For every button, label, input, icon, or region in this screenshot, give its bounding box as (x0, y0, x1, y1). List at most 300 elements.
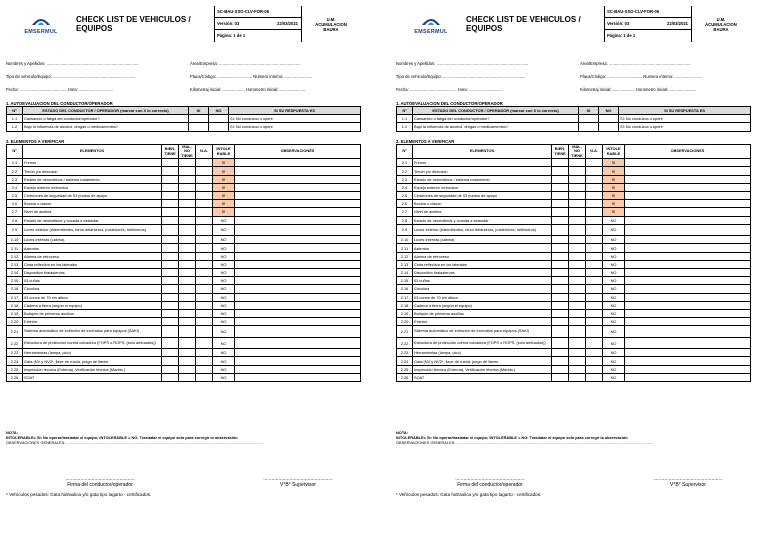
mal-checkbox[interactable] (569, 349, 586, 357)
mal-checkbox[interactable] (569, 365, 586, 373)
bien-checkbox[interactable] (552, 260, 569, 268)
bien-checkbox[interactable] (162, 285, 179, 293)
element-name: Timón y/o dirección (413, 167, 552, 175)
table-row (7, 309, 361, 317)
bien-checkbox[interactable] (162, 309, 179, 317)
date-field[interactable]: Fecha: ........................................ Hora: ............................. (396, 87, 503, 92)
observations-cell[interactable] (235, 167, 361, 175)
mal-checkbox[interactable] (179, 293, 196, 301)
observations-cell[interactable] (625, 285, 751, 293)
observations-cell[interactable] (235, 200, 361, 208)
observations-cell[interactable] (625, 337, 751, 349)
observations-cell[interactable] (625, 365, 751, 373)
bien-checkbox[interactable] (162, 357, 179, 365)
na-checkbox[interactable] (586, 183, 603, 191)
signature-label: V°B° Supervisor (670, 482, 706, 488)
col-header: N° (397, 107, 413, 115)
na-checkbox[interactable] (586, 200, 603, 208)
driver-signature[interactable] (430, 476, 550, 488)
bien-checkbox[interactable] (162, 260, 179, 268)
bien-checkbox[interactable] (552, 175, 569, 183)
observations-cell[interactable] (235, 191, 361, 199)
bien-checkbox[interactable] (162, 268, 179, 276)
mal-checkbox[interactable] (179, 175, 196, 183)
col-header: SI (189, 107, 209, 115)
na-checkbox[interactable] (586, 318, 603, 326)
observations-cell[interactable] (235, 373, 361, 381)
plate-field[interactable]: Placa/Código: .............................. Numero interno:......................... (580, 74, 703, 79)
element-name: Dispositivo tiralasiervas (23, 268, 162, 276)
observations-cell[interactable] (625, 244, 751, 252)
mal-checkbox[interactable] (179, 260, 196, 268)
row-number: 2.25 (397, 365, 413, 373)
na-checkbox[interactable] (196, 318, 213, 326)
mal-checkbox[interactable] (179, 244, 196, 252)
observations-cell[interactable] (625, 224, 751, 236)
col-header: SI SU RESPUESTA ES (619, 107, 751, 115)
na-checkbox[interactable] (196, 208, 213, 216)
observations-cell[interactable] (235, 357, 361, 365)
observations-cell[interactable] (625, 326, 751, 338)
bien-checkbox[interactable] (552, 365, 569, 373)
observations-cell[interactable] (625, 167, 751, 175)
observations-cell[interactable] (625, 373, 751, 381)
observations-cell[interactable] (235, 293, 361, 301)
observations-cell[interactable] (235, 318, 361, 326)
observations-cell[interactable] (625, 216, 751, 224)
mal-checkbox[interactable] (179, 349, 196, 357)
supervisor-signature[interactable] (628, 476, 748, 488)
mal-checkbox[interactable] (569, 200, 586, 208)
na-checkbox[interactable] (196, 260, 213, 268)
col-header: N° (7, 145, 23, 159)
area-field[interactable]: Área/Empresa: ...................................................................... (580, 61, 691, 66)
bien-checkbox[interactable] (162, 183, 179, 191)
bien-checkbox[interactable] (552, 293, 569, 301)
na-checkbox[interactable] (586, 268, 603, 276)
mal-checkbox[interactable] (179, 373, 196, 381)
bien-checkbox[interactable] (162, 293, 179, 301)
bien-checkbox[interactable] (162, 337, 179, 349)
na-checkbox[interactable] (586, 159, 603, 167)
mal-checkbox[interactable] (569, 167, 586, 175)
document-code-box (604, 6, 692, 42)
bien-checkbox[interactable] (552, 301, 569, 309)
mal-checkbox[interactable] (569, 268, 586, 276)
na-checkbox[interactable] (196, 326, 213, 338)
bien-checkbox[interactable] (162, 244, 179, 252)
intolerable-value: SI (603, 183, 625, 191)
bien-checkbox[interactable] (162, 216, 179, 224)
supervisor-signature[interactable] (238, 476, 358, 488)
bien-checkbox[interactable] (552, 349, 569, 357)
mal-checkbox[interactable] (179, 365, 196, 373)
self-evaluation-table (396, 106, 751, 132)
element-name: Sistema automático de extinción de incendios para equipos (SAKI) (23, 326, 162, 338)
observations-cell[interactable] (235, 268, 361, 276)
mal-checkbox[interactable] (179, 183, 196, 191)
observations-cell[interactable] (625, 175, 751, 183)
bien-checkbox[interactable] (552, 191, 569, 199)
mal-checkbox[interactable] (569, 293, 586, 301)
na-checkbox[interactable] (196, 357, 213, 365)
area-field[interactable]: Área/Empresa: ...................................................................... (190, 61, 301, 66)
table-row (397, 216, 751, 224)
bien-checkbox[interactable] (552, 200, 569, 208)
observations-cell[interactable] (235, 277, 361, 285)
observations-cell[interactable] (235, 365, 361, 373)
intolerable-value: NO (213, 268, 235, 276)
response-rule: SI: No conduzca u opere (619, 115, 751, 123)
mal-checkbox[interactable] (569, 318, 586, 326)
bien-checkbox[interactable] (552, 224, 569, 236)
bien-checkbox[interactable] (552, 373, 569, 381)
observations-cell[interactable] (625, 236, 751, 244)
na-checkbox[interactable] (586, 224, 603, 236)
observations-cell[interactable] (625, 260, 751, 268)
element-name: Timón y/o dirección (23, 167, 162, 175)
na-checkbox[interactable] (586, 373, 603, 381)
section-1-title: 1. AUTOEVALUACION DEL CONDUCTOR/OPERADOR (6, 101, 113, 106)
intolerable-value: NO (603, 337, 625, 349)
unit-box (302, 6, 360, 42)
na-checkbox[interactable] (196, 309, 213, 317)
general-observations[interactable]: OBSERVACIONES GENERALES: ...................................................................................................................................................................................... (6, 439, 264, 445)
name-field[interactable]: Nombres y Apellidos: ............................................................................... (396, 61, 529, 66)
na-checkbox[interactable] (196, 293, 213, 301)
observations-cell[interactable] (235, 208, 361, 216)
element-name: Alarma de retroceso (23, 252, 162, 260)
na-checkbox[interactable] (196, 167, 213, 175)
row-number: 2.21 (397, 326, 413, 338)
na-checkbox[interactable] (196, 373, 213, 381)
observations-cell[interactable] (235, 260, 361, 268)
mal-checkbox[interactable] (569, 301, 586, 309)
row-number: 2.15 (7, 277, 23, 285)
bien-checkbox[interactable] (162, 318, 179, 326)
col-header: N° (7, 107, 23, 115)
bien-checkbox[interactable] (552, 337, 569, 349)
bien-checkbox[interactable] (552, 244, 569, 252)
na-checkbox[interactable] (586, 252, 603, 260)
table-row (397, 175, 751, 183)
na-checkbox[interactable] (196, 224, 213, 236)
observations-cell[interactable] (625, 301, 751, 309)
na-checkbox[interactable] (196, 216, 213, 224)
observations-cell[interactable] (235, 252, 361, 260)
mal-checkbox[interactable] (569, 224, 586, 236)
km-field[interactable]: Kilometraj inicial: ................... Horometro inicial:........................ (580, 87, 697, 92)
na-checkbox[interactable] (586, 236, 603, 244)
bien-checkbox[interactable] (162, 252, 179, 260)
table-row (7, 244, 361, 252)
observations-cell[interactable] (235, 216, 361, 224)
bien-checkbox[interactable] (552, 236, 569, 244)
mal-checkbox[interactable] (179, 326, 196, 338)
col-header: MAL, NO TIENE (569, 145, 586, 159)
document-date: 22/03/2021 (667, 21, 688, 26)
mal-checkbox[interactable] (569, 337, 586, 349)
col-header: ELEMENTOS (413, 145, 552, 159)
na-checkbox[interactable] (586, 216, 603, 224)
si-checkbox[interactable] (189, 123, 209, 131)
bien-checkbox[interactable] (552, 318, 569, 326)
table-row (7, 268, 361, 276)
si-checkbox[interactable] (189, 115, 209, 123)
document-title: CHECK LIST DE VEHICULOS / EQUIPOS (466, 15, 581, 33)
plate-field[interactable]: Placa/Código: .............................. Numero interno:......................... (190, 74, 313, 79)
no-checkbox[interactable] (599, 115, 619, 123)
observations-cell[interactable] (625, 208, 751, 216)
col-header: N.A. (196, 145, 213, 159)
mal-checkbox[interactable] (179, 309, 196, 317)
mal-checkbox[interactable] (569, 277, 586, 285)
observations-cell[interactable] (625, 200, 751, 208)
table-row (397, 260, 751, 268)
bien-checkbox[interactable] (552, 326, 569, 338)
observations-cell[interactable] (625, 252, 751, 260)
bien-checkbox[interactable] (552, 309, 569, 317)
mal-checkbox[interactable] (569, 252, 586, 260)
observations-cell[interactable] (235, 244, 361, 252)
no-checkbox[interactable] (209, 123, 229, 131)
observations-cell[interactable] (235, 175, 361, 183)
col-header: N.A. (586, 145, 603, 159)
na-checkbox[interactable] (196, 183, 213, 191)
observations-cell[interactable] (235, 236, 361, 244)
bien-checkbox[interactable] (552, 208, 569, 216)
na-checkbox[interactable] (196, 277, 213, 285)
na-checkbox[interactable] (196, 200, 213, 208)
na-checkbox[interactable] (196, 365, 213, 373)
na-checkbox[interactable] (196, 244, 213, 252)
observations-cell[interactable] (235, 183, 361, 191)
si-checkbox[interactable] (579, 123, 599, 131)
name-field[interactable]: Nombres y Apellidos: ............................................................................... (6, 61, 139, 66)
na-checkbox[interactable] (586, 260, 603, 268)
bien-checkbox[interactable] (162, 349, 179, 357)
observations-cell[interactable] (625, 309, 751, 317)
question: Bajo la influencia de alcohol, drogas o medicamentos? (413, 123, 579, 131)
na-checkbox[interactable] (196, 159, 213, 167)
table-row (397, 208, 751, 216)
mal-checkbox[interactable] (569, 216, 586, 224)
bien-checkbox[interactable] (552, 216, 569, 224)
mal-checkbox[interactable] (179, 252, 196, 260)
response-rule: SI: No conduzca u opere (229, 123, 361, 131)
element-name: Herramientas (lampa, pico) (413, 349, 552, 357)
observations-cell[interactable] (625, 159, 751, 167)
bien-checkbox[interactable] (162, 167, 179, 175)
bien-checkbox[interactable] (552, 285, 569, 293)
observations-cell[interactable] (625, 349, 751, 357)
observations-cell[interactable] (235, 301, 361, 309)
mal-checkbox[interactable] (179, 159, 196, 167)
mal-checkbox[interactable] (179, 167, 196, 175)
na-checkbox[interactable] (586, 301, 603, 309)
bien-checkbox[interactable] (162, 277, 179, 285)
row-number: 2.2 (397, 167, 413, 175)
na-checkbox[interactable] (586, 309, 603, 317)
mal-checkbox[interactable] (569, 260, 586, 268)
mal-checkbox[interactable] (179, 268, 196, 276)
mal-checkbox[interactable] (569, 159, 586, 167)
na-checkbox[interactable] (196, 268, 213, 276)
row-number: 2.13 (397, 260, 413, 268)
mal-checkbox[interactable] (179, 224, 196, 236)
question: Bajo la influencia de alcohol, drogas o medicamentos? (23, 123, 189, 131)
bien-checkbox[interactable] (162, 191, 179, 199)
na-checkbox[interactable] (196, 236, 213, 244)
bien-checkbox[interactable] (552, 268, 569, 276)
intolerable-value: NO (603, 244, 625, 252)
na-checkbox[interactable] (196, 301, 213, 309)
observations-cell[interactable] (235, 159, 361, 167)
signature-label: Firma del conductor/operador (457, 482, 523, 488)
bien-checkbox[interactable] (552, 159, 569, 167)
mal-checkbox[interactable] (569, 208, 586, 216)
intolerable-value: SI (603, 159, 625, 167)
intolerable-value: NO (603, 268, 625, 276)
element-name: Luces internas (cabina) (413, 236, 552, 244)
table-row (7, 373, 361, 381)
row-number: 2.21 (7, 326, 23, 338)
mal-checkbox[interactable] (569, 244, 586, 252)
general-observations[interactable]: OBSERVACIONES GENERALES: ...................................................................................................................................................................................... (396, 439, 654, 445)
na-checkbox[interactable] (586, 365, 603, 373)
mal-checkbox[interactable] (179, 208, 196, 216)
observations-cell[interactable] (625, 357, 751, 365)
bien-checkbox[interactable] (552, 167, 569, 175)
na-checkbox[interactable] (586, 175, 603, 183)
mal-checkbox[interactable] (569, 285, 586, 293)
na-checkbox[interactable] (586, 191, 603, 199)
mal-checkbox[interactable] (179, 200, 196, 208)
bien-checkbox[interactable] (162, 301, 179, 309)
observations-cell[interactable] (625, 293, 751, 301)
bien-checkbox[interactable] (162, 236, 179, 244)
bien-checkbox[interactable] (162, 159, 179, 167)
na-checkbox[interactable] (586, 285, 603, 293)
intolerable-value: NO (603, 224, 625, 236)
document-page: Página: 1 de 1 (217, 33, 246, 38)
mal-checkbox[interactable] (569, 236, 586, 244)
mal-checkbox[interactable] (569, 175, 586, 183)
element-name: Estructura de protección contra volcadura (FOPS o ROPS, (solo amtuados)) (413, 337, 552, 349)
bien-checkbox[interactable] (162, 208, 179, 216)
na-checkbox[interactable] (586, 357, 603, 365)
observations-cell[interactable] (625, 277, 751, 285)
observations-cell[interactable] (235, 326, 361, 338)
na-checkbox[interactable] (196, 252, 213, 260)
element-name: Extintor (23, 318, 162, 326)
bien-checkbox[interactable] (552, 183, 569, 191)
bien-checkbox[interactable] (162, 200, 179, 208)
no-checkbox[interactable] (209, 115, 229, 123)
bien-checkbox[interactable] (552, 252, 569, 260)
col-header: MAL, NO TIENE (179, 145, 196, 159)
elements-table (396, 144, 751, 382)
table-row (397, 268, 751, 276)
na-checkbox[interactable] (586, 337, 603, 349)
si-checkbox[interactable] (579, 115, 599, 123)
na-checkbox[interactable] (196, 191, 213, 199)
observations-cell[interactable] (625, 268, 751, 276)
row-number: 2.19 (397, 309, 413, 317)
bien-checkbox[interactable] (162, 175, 179, 183)
row-number: 2.10 (7, 236, 23, 244)
signature-line: .................................................. (455, 476, 525, 482)
mal-checkbox[interactable] (179, 285, 196, 293)
unit-line: U.M. (716, 16, 726, 22)
observations-cell[interactable] (235, 337, 361, 349)
table-row (397, 224, 751, 236)
driver-signature[interactable] (40, 476, 160, 488)
vehicle-type-field[interactable]: Tipo de vehiculo/Equipo: ....................................................................... (6, 74, 136, 79)
mal-checkbox[interactable] (569, 191, 586, 199)
mal-checkbox[interactable] (179, 318, 196, 326)
na-checkbox[interactable] (586, 167, 603, 175)
mal-checkbox[interactable] (569, 357, 586, 365)
date-field[interactable]: Fecha: ........................................ Hora: ............................. (6, 87, 113, 92)
mal-checkbox[interactable] (179, 277, 196, 285)
mal-checkbox[interactable] (179, 337, 196, 349)
row-number: 2.20 (397, 318, 413, 326)
row-number: 2.3 (7, 175, 23, 183)
mal-checkbox[interactable] (569, 309, 586, 317)
mal-checkbox[interactable] (179, 216, 196, 224)
bien-checkbox[interactable] (162, 373, 179, 381)
intolerable-value: NO (603, 252, 625, 260)
bien-checkbox[interactable] (162, 365, 179, 373)
mal-checkbox[interactable] (179, 236, 196, 244)
mal-checkbox[interactable] (179, 301, 196, 309)
no-checkbox[interactable] (599, 123, 619, 131)
na-checkbox[interactable] (196, 349, 213, 357)
vehicle-type-field[interactable]: Tipo de vehiculo/Equipo: ....................................................................... (396, 74, 526, 79)
mal-checkbox[interactable] (569, 183, 586, 191)
observations-cell[interactable] (625, 191, 751, 199)
mal-checkbox[interactable] (179, 191, 196, 199)
na-checkbox[interactable] (586, 293, 603, 301)
na-checkbox[interactable] (196, 337, 213, 349)
na-checkbox[interactable] (586, 326, 603, 338)
bien-checkbox[interactable] (552, 357, 569, 365)
mal-checkbox[interactable] (179, 357, 196, 365)
bien-checkbox[interactable] (552, 277, 569, 285)
row-number: 2.6 (397, 200, 413, 208)
observations-cell[interactable] (235, 349, 361, 357)
intolerable-value: SI (213, 191, 235, 199)
bien-checkbox[interactable] (162, 326, 179, 338)
observations-cell[interactable] (235, 285, 361, 293)
bien-checkbox[interactable] (162, 224, 179, 236)
row-number: 2.13 (7, 260, 23, 268)
mal-checkbox[interactable] (569, 373, 586, 381)
na-checkbox[interactable] (196, 175, 213, 183)
observations-cell[interactable] (625, 318, 751, 326)
na-checkbox[interactable] (586, 277, 603, 285)
na-checkbox[interactable] (586, 349, 603, 357)
mal-checkbox[interactable] (569, 326, 586, 338)
observations-cell[interactable] (235, 309, 361, 317)
observations-cell[interactable] (625, 183, 751, 191)
na-checkbox[interactable] (586, 244, 603, 252)
km-field[interactable]: Kilometraj inicial: ................... Horometro inicial:........................ (190, 87, 307, 92)
observations-cell[interactable] (235, 224, 361, 236)
na-checkbox[interactable] (196, 285, 213, 293)
na-checkbox[interactable] (586, 208, 603, 216)
